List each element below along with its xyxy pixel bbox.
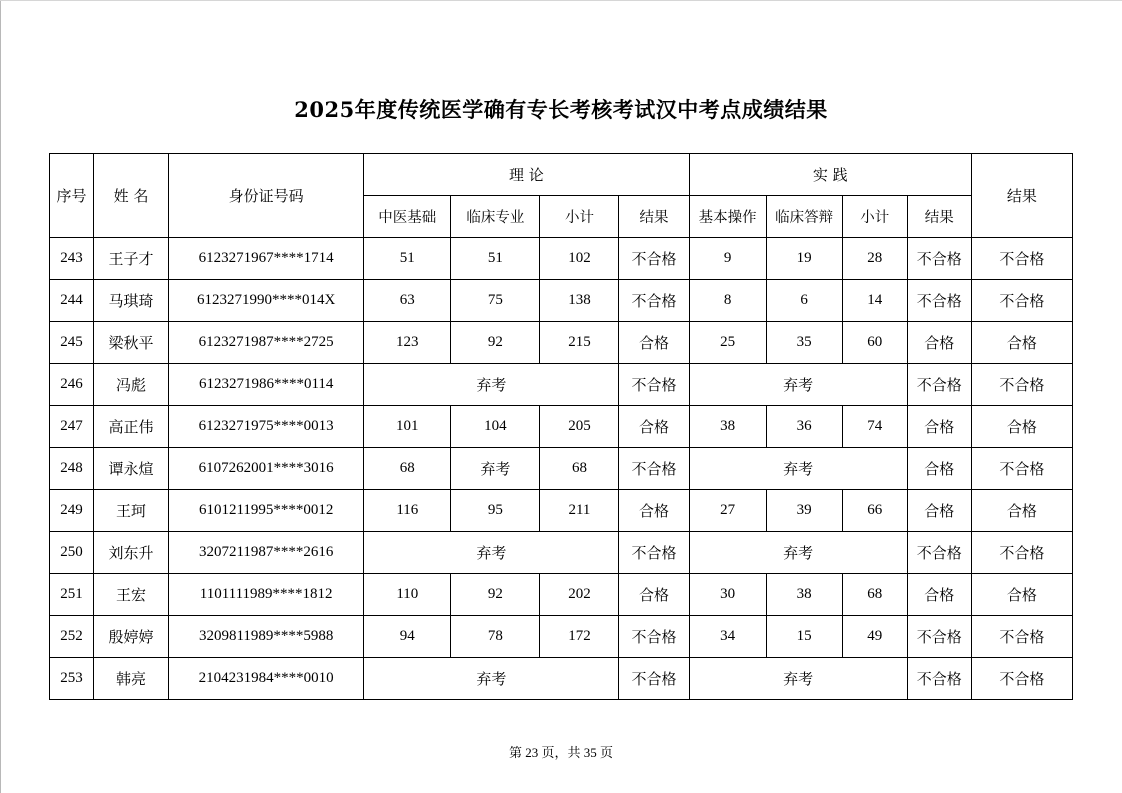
cell-practice-absent: 弃考 [689, 448, 907, 490]
table-row [50, 448, 1073, 490]
cell-practice-result: 合格 [907, 406, 971, 448]
cell-final-result: 合格 [971, 490, 1072, 532]
header-practice-subtotal: 小计 [842, 196, 907, 238]
header-theory-clinical: 临床专业 [451, 196, 540, 238]
cell-practice-defense: 35 [766, 322, 842, 364]
header-id: 身份证号码 [169, 154, 364, 238]
cell-id-number: 6123271967****1714 [169, 238, 364, 280]
cell-id-number: 1101111989****1812 [169, 574, 364, 616]
cell-practice-subtotal: 60 [842, 322, 907, 364]
cell-seq: 251 [50, 574, 94, 616]
cell-theory-absent: 弃考 [364, 532, 619, 574]
cell-theory-result: 合格 [619, 406, 689, 448]
cell-practice-result: 合格 [907, 490, 971, 532]
cell-practice-defense: 6 [766, 280, 842, 322]
page-footer: 第 23 页，共 35 页 [508, 745, 613, 760]
cell-practice-operation: 9 [689, 238, 766, 280]
cell-theory-clinical: 92 [451, 322, 540, 364]
cell-theory-basic: 110 [364, 574, 451, 616]
cell-theory-subtotal: 172 [540, 616, 619, 658]
cell-practice-result: 不合格 [907, 364, 971, 406]
cell-final-result: 合格 [971, 574, 1072, 616]
cell-practice-result: 不合格 [907, 280, 971, 322]
cell-practice-defense: 38 [766, 574, 842, 616]
cell-theory-result: 不合格 [619, 364, 689, 406]
cell-seq: 245 [50, 322, 94, 364]
cell-practice-result: 不合格 [907, 616, 971, 658]
cell-practice-absent: 弃考 [689, 364, 907, 406]
cell-theory-absent: 弃考 [364, 658, 619, 700]
cell-practice-absent: 弃考 [689, 532, 907, 574]
cell-theory-clinical: 75 [451, 280, 540, 322]
cell-practice-absent: 弃考 [689, 658, 907, 700]
table-row [50, 364, 1073, 406]
cell-id-number: 6123271975****0013 [169, 406, 364, 448]
cell-id-number: 6101211995****0012 [169, 490, 364, 532]
header-theory-result: 结果 [619, 196, 689, 238]
cell-theory-clinical: 51 [451, 238, 540, 280]
table-row [50, 280, 1073, 322]
cell-seq: 253 [50, 658, 94, 700]
table-row [50, 658, 1073, 700]
cell-theory-clinical: 弃考 [451, 448, 540, 490]
cell-id-number: 6123271987****2725 [169, 322, 364, 364]
cell-name: 高正伟 [94, 406, 169, 448]
cell-final-result: 合格 [971, 406, 1072, 448]
cell-practice-subtotal: 68 [842, 574, 907, 616]
cell-practice-subtotal: 14 [842, 280, 907, 322]
cell-final-result: 合格 [971, 322, 1072, 364]
page-title: 2025年度传统医学确有专长考核考试汉中考点成绩结果 [294, 97, 828, 122]
cell-theory-clinical: 78 [451, 616, 540, 658]
cell-id-number: 6123271990****014X [169, 280, 364, 322]
table-row [50, 406, 1073, 448]
cell-theory-subtotal: 205 [540, 406, 619, 448]
cell-practice-defense: 36 [766, 406, 842, 448]
cell-seq: 246 [50, 364, 94, 406]
header-seq: 序号 [50, 154, 94, 238]
cell-theory-absent: 弃考 [364, 364, 619, 406]
cell-practice-subtotal: 28 [842, 238, 907, 280]
cell-seq: 244 [50, 280, 94, 322]
cell-practice-operation: 38 [689, 406, 766, 448]
cell-seq: 249 [50, 490, 94, 532]
cell-theory-subtotal: 138 [540, 280, 619, 322]
cell-theory-result: 不合格 [619, 532, 689, 574]
cell-seq: 252 [50, 616, 94, 658]
table-body [50, 238, 1073, 700]
cell-name: 王子才 [94, 238, 169, 280]
cell-name: 殷婷婷 [94, 616, 169, 658]
cell-name: 谭永煊 [94, 448, 169, 490]
cell-practice-result: 不合格 [907, 238, 971, 280]
cell-practice-subtotal: 49 [842, 616, 907, 658]
cell-final-result: 不合格 [971, 364, 1072, 406]
cell-practice-subtotal: 66 [842, 490, 907, 532]
cell-theory-basic: 51 [364, 238, 451, 280]
cell-theory-subtotal: 202 [540, 574, 619, 616]
cell-id-number: 2104231984****0010 [169, 658, 364, 700]
cell-theory-result: 合格 [619, 322, 689, 364]
cell-practice-operation: 8 [689, 280, 766, 322]
table-row [50, 322, 1073, 364]
cell-seq: 243 [50, 238, 94, 280]
cell-theory-subtotal: 211 [540, 490, 619, 532]
cell-theory-result: 不合格 [619, 658, 689, 700]
cell-theory-clinical: 104 [451, 406, 540, 448]
cell-practice-operation: 25 [689, 322, 766, 364]
table-row [50, 238, 1073, 280]
cell-theory-basic: 63 [364, 280, 451, 322]
cell-practice-result: 合格 [907, 448, 971, 490]
cell-id-number: 6107262001****3016 [169, 448, 364, 490]
table-row [50, 616, 1073, 658]
cell-name: 王珂 [94, 490, 169, 532]
cell-theory-result: 不合格 [619, 238, 689, 280]
cell-id-number: 6123271986****0114 [169, 364, 364, 406]
header-result: 结果 [971, 154, 1072, 238]
cell-theory-result: 合格 [619, 490, 689, 532]
cell-final-result: 不合格 [971, 658, 1072, 700]
cell-name: 韩亮 [94, 658, 169, 700]
cell-practice-operation: 34 [689, 616, 766, 658]
header-name: 姓 名 [94, 154, 169, 238]
cell-name: 王宏 [94, 574, 169, 616]
header-theory: 理 论 [364, 154, 689, 196]
cell-name: 冯彪 [94, 364, 169, 406]
cell-practice-subtotal: 74 [842, 406, 907, 448]
cell-theory-subtotal: 215 [540, 322, 619, 364]
cell-theory-subtotal: 68 [540, 448, 619, 490]
header-practice-result: 结果 [907, 196, 971, 238]
cell-practice-result: 合格 [907, 322, 971, 364]
header-practice: 实 践 [689, 154, 971, 196]
table-row [50, 532, 1073, 574]
cell-final-result: 不合格 [971, 532, 1072, 574]
header-practice-operation: 基本操作 [689, 196, 766, 238]
cell-name: 马琪琦 [94, 280, 169, 322]
cell-theory-basic: 68 [364, 448, 451, 490]
cell-id-number: 3207211987****2616 [169, 532, 364, 574]
table-row [50, 490, 1073, 532]
cell-theory-result: 合格 [619, 574, 689, 616]
cell-practice-operation: 30 [689, 574, 766, 616]
cell-practice-result: 不合格 [907, 532, 971, 574]
cell-theory-result: 不合格 [619, 448, 689, 490]
cell-name: 刘东升 [94, 532, 169, 574]
cell-practice-result: 合格 [907, 574, 971, 616]
cell-theory-clinical: 92 [451, 574, 540, 616]
cell-theory-result: 不合格 [619, 280, 689, 322]
cell-theory-basic: 101 [364, 406, 451, 448]
header-theory-subtotal: 小计 [540, 196, 619, 238]
cell-final-result: 不合格 [971, 448, 1072, 490]
grades-table [49, 153, 1073, 700]
page-edge-top [0, 0, 1122, 1]
header-theory-basic: 中医基础 [364, 196, 451, 238]
cell-final-result: 不合格 [971, 238, 1072, 280]
cell-seq: 247 [50, 406, 94, 448]
cell-theory-subtotal: 102 [540, 238, 619, 280]
cell-practice-result: 不合格 [907, 658, 971, 700]
cell-id-number: 3209811989****5988 [169, 616, 364, 658]
cell-seq: 248 [50, 448, 94, 490]
cell-theory-basic: 123 [364, 322, 451, 364]
cell-practice-defense: 39 [766, 490, 842, 532]
cell-practice-defense: 19 [766, 238, 842, 280]
cell-name: 梁秋平 [94, 322, 169, 364]
header-practice-defense: 临床答辩 [766, 196, 842, 238]
cell-final-result: 不合格 [971, 616, 1072, 658]
cell-theory-basic: 116 [364, 490, 451, 532]
cell-theory-basic: 94 [364, 616, 451, 658]
cell-final-result: 不合格 [971, 280, 1072, 322]
cell-theory-result: 不合格 [619, 616, 689, 658]
cell-seq: 250 [50, 532, 94, 574]
cell-theory-clinical: 95 [451, 490, 540, 532]
cell-practice-operation: 27 [689, 490, 766, 532]
table-row [50, 574, 1073, 616]
cell-practice-defense: 15 [766, 616, 842, 658]
